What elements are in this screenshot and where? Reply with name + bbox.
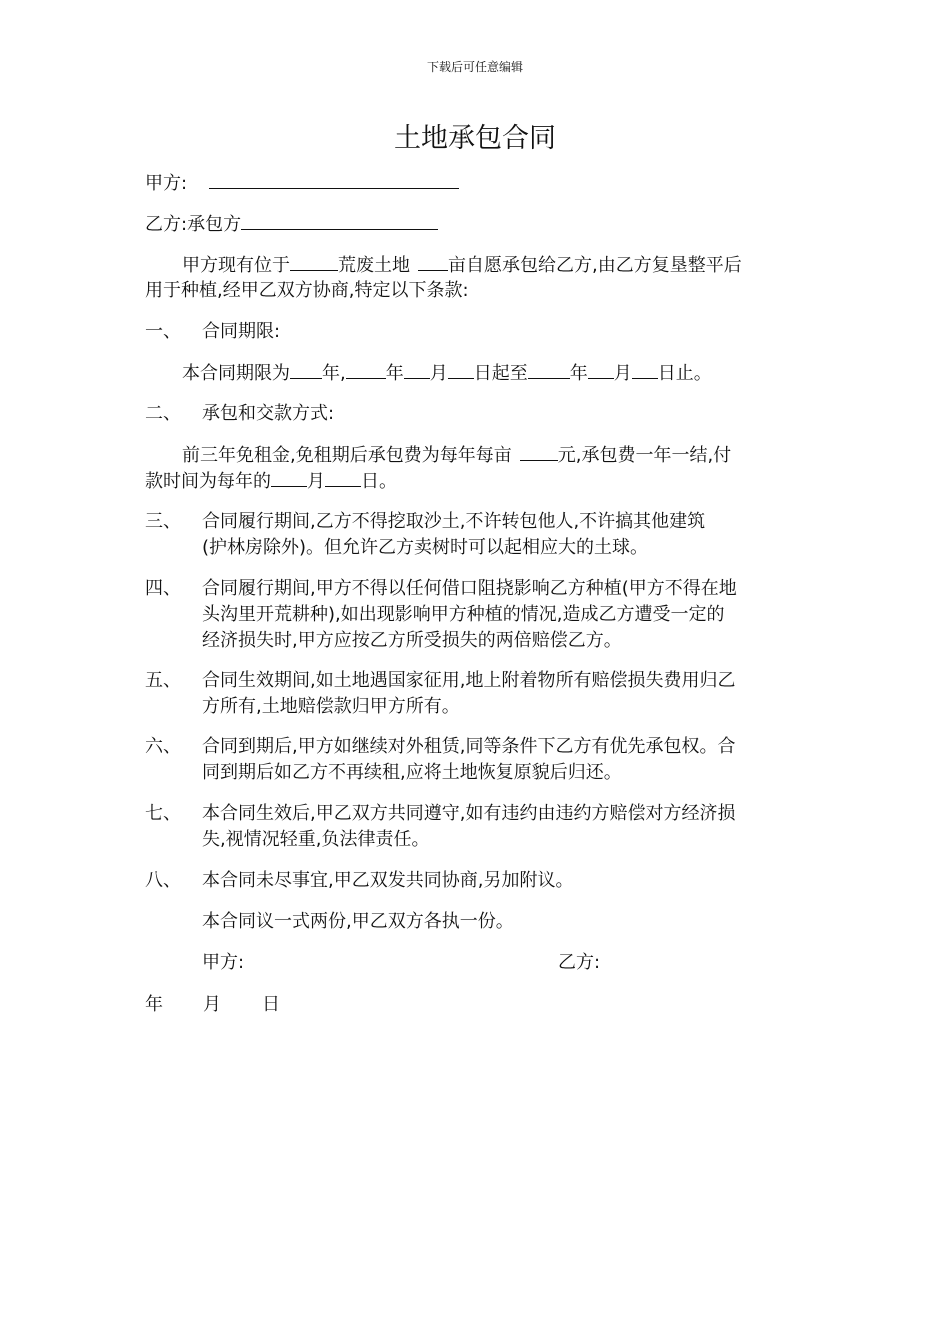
clause-7-line: 失,视情况轻重,负法律责任。 [202, 829, 430, 850]
payment-line-2 [145, 468, 397, 495]
payment-day-blank [325, 468, 361, 487]
clause-8 [202, 868, 802, 894]
clause-1-text: 合同期限: [202, 321, 281, 342]
payment-text: 款时间为每年的 [145, 471, 271, 492]
area-blank [418, 252, 448, 271]
clause-5-line: 合同生效期间,如土地遇国家征用,地上附着物所有赔偿损失费用归乙 [202, 670, 736, 691]
term-text: 年 [569, 363, 588, 384]
end-year-blank [528, 360, 570, 379]
clause-2-number: 二、 [145, 403, 181, 424]
clause-2 [202, 401, 802, 427]
clause-3 [202, 509, 802, 561]
clause-8-text: 本合同未尽事宜,甲乙双发共同协商,另加附议。 [202, 870, 574, 891]
payment-text: 日。 [361, 471, 397, 492]
clause-4-number: 四、 [145, 578, 181, 599]
clause-3-line: 合同履行期间,乙方不得挖取沙土,不许转包他人,不许搞其他建筑 [202, 511, 706, 532]
payment-month-blank [271, 468, 307, 487]
party-a-label: 甲方: [145, 173, 188, 194]
term-text: 月 [613, 363, 632, 384]
fee-blank [520, 442, 558, 461]
page-title: 土地承包合同 [394, 123, 556, 154]
payment-line-1 [182, 442, 731, 469]
clause-5-line: 方所有,土地赔偿款归甲方所有。 [202, 696, 460, 717]
intro-text-a: 甲方现有位于 [182, 255, 290, 276]
term-text: 日止。 [657, 363, 712, 384]
header-note: 下载后可任意编辑 [426, 60, 523, 74]
party-b-line [145, 211, 438, 238]
date-month: 月 [203, 994, 221, 1015]
clause-6-line: 合同到期后,甲方如继续对外租赁,同等条件下乙方有优先承包权。合 [202, 736, 736, 757]
clause-3-number: 三、 [145, 511, 181, 532]
intro-line-2 [145, 278, 469, 304]
clause-1 [202, 319, 802, 345]
clause-7 [202, 801, 802, 853]
start-year-blank [346, 360, 386, 379]
term-text: 月 [429, 363, 448, 384]
payment-text: 前三年免租金,免租期后承包费为每年每亩 [182, 445, 512, 466]
term-text: 本合同期限为 [182, 363, 290, 384]
payment-text: 元,承包费一年一结,付 [557, 445, 732, 466]
payment-text: 月 [307, 471, 325, 492]
signature-party-a: 甲方: [202, 952, 245, 973]
intro-text-c: 亩自愿承包给乙方,由乙方复垦整平后 [448, 255, 742, 276]
copies-note: 本合同议一式两份,甲乙双方各执一份。 [202, 911, 514, 932]
term-line [182, 360, 712, 387]
term-text: 日起至 [473, 363, 528, 384]
clause-3-line: (护林房除外)。但允许乙方卖树时可以起相应大的土球。 [202, 537, 649, 558]
end-month-blank [588, 360, 614, 379]
date-year: 年 [145, 994, 163, 1015]
term-years-blank [290, 360, 322, 379]
clause-4-line: 头沟里开荒耕种),如出现影响甲方种植的情况,造成乙方遭受一定的 [202, 604, 725, 625]
end-day-blank [632, 360, 658, 379]
clause-6-number: 六、 [145, 736, 181, 757]
clause-5-number: 五、 [145, 670, 181, 691]
location-blank [290, 252, 338, 271]
term-text: 年, [322, 363, 346, 384]
clause-1-number: 一、 [145, 321, 181, 342]
clause-6-line: 同到期后如乙方不再续租,应将土地恢复原貌后归还。 [202, 762, 622, 783]
intro-text-d: 用于种植,经甲乙双方协商,特定以下条款: [145, 280, 469, 301]
clause-2-text: 承包和交款方式: [202, 403, 335, 424]
clause-7-line: 本合同生效后,甲乙双方共同遵守,如有违约由违约方赔偿对方经济损 [202, 803, 736, 824]
clause-6 [202, 734, 802, 786]
start-day-blank [448, 360, 474, 379]
signature-party-b: 乙方: [558, 952, 601, 973]
intro-line-1 [182, 252, 742, 279]
start-month-blank [404, 360, 430, 379]
intro-text-b: 荒废土地 [338, 255, 410, 276]
clause-7-number: 七、 [145, 803, 181, 824]
party-b-blank [241, 211, 438, 230]
clause-4-line: 合同履行期间,甲方不得以任何借口阻挠影响乙方种植(甲方不得在地 [202, 578, 737, 599]
clause-4-line: 经济损失时,甲方应按乙方所受损失的两倍赔偿乙方。 [202, 630, 622, 651]
party-b-label: 乙方:承包方 [145, 214, 242, 235]
party-a-blank [209, 170, 459, 189]
party-a-line [145, 170, 459, 197]
clause-5 [202, 668, 802, 720]
clause-4 [202, 576, 802, 654]
term-text: 年 [385, 363, 404, 384]
date-day: 日 [262, 994, 280, 1015]
clause-8-number: 八、 [145, 870, 181, 891]
